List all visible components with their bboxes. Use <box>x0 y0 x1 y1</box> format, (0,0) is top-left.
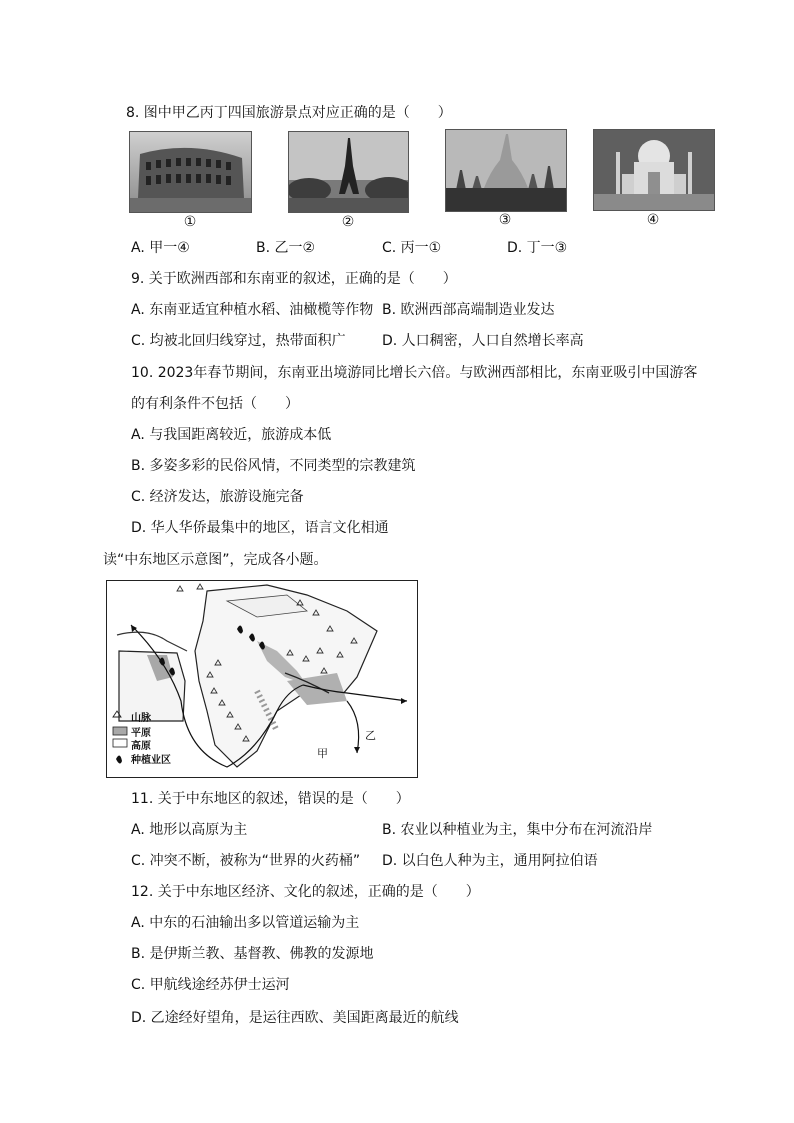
photo-golden-pagoda <box>445 129 567 212</box>
q12-option-c[interactable]: C. 甲航线途经苏伊士运河 <box>131 977 290 993</box>
q8-option-a[interactable]: A. 甲一④ <box>131 240 190 256</box>
caption-2: ② <box>341 214 355 230</box>
q10-option-b[interactable]: B. 多姿多彩的民俗风情，不同类型的宗教建筑 <box>131 458 416 474</box>
q11-option-c[interactable]: C. 冲突不断，被称为“世界的火药桶” <box>131 853 361 869</box>
q12-option-a[interactable]: A. 中东的石油输出多以管道运输为主 <box>131 915 360 931</box>
q12-option-d[interactable]: D. 乙途经好望角，是运往西欧、美国距离最近的航线 <box>131 1010 459 1026</box>
q9-option-a[interactable]: A. 东南亚适宜种植水稻、油橄榄等作物 <box>131 302 374 318</box>
caption-1: ① <box>183 214 197 230</box>
q10-option-a[interactable]: A. 与我国距离较近，旅游成本低 <box>131 427 332 443</box>
q8-stem: 8. 图中甲乙丙丁四国旅游景点对应正确的是（ ） <box>126 105 452 121</box>
route-label-jia: 甲 <box>317 747 328 760</box>
map-graphic <box>107 581 417 777</box>
q12-option-b[interactable]: B. 是伊斯兰教、基督教、佛教的发源地 <box>131 946 374 962</box>
q8-option-d[interactable]: D. 丁一③ <box>507 240 568 256</box>
legend-mountain-label: 山脉 <box>131 713 151 724</box>
q9-option-b[interactable]: B. 欧洲西部高端制造业发达 <box>382 302 555 318</box>
caption-3: ③ <box>498 212 512 228</box>
photo-eiffel-tower <box>288 131 409 213</box>
q11-option-b[interactable]: B. 农业以种植业为主，集中分布在河流沿岸 <box>382 822 653 838</box>
q11-option-a[interactable]: A. 地形以高原为主 <box>131 822 248 838</box>
q10-stem-line1: 10. 2023年春节期间，东南亚出境游同比增长六倍。与欧洲西部相比，东南亚吸引中国游客 <box>131 365 698 381</box>
q12-stem: 12. 关于中东地区经济、文化的叙述，正确的是（ ） <box>131 884 480 900</box>
photo-taj-mahal <box>593 129 715 211</box>
q9-option-d[interactable]: D. 人口稠密，人口自然增长率高 <box>382 333 584 349</box>
middle-east-map <box>106 580 418 778</box>
q11-stem: 11. 关于中东地区的叙述，错误的是（ ） <box>131 791 410 807</box>
q8-option-b[interactable]: B. 乙一② <box>256 240 316 256</box>
q11-option-d[interactable]: D. 以白色人种为主，通用阿拉伯语 <box>382 853 598 869</box>
map-intro: 读“中东地区示意图”，完成各小题。 <box>103 552 328 568</box>
route-label-yi: 乙 <box>365 729 376 742</box>
caption-4: ④ <box>646 212 660 228</box>
q10-stem-line2: 的有利条件不包括（ ） <box>131 396 299 412</box>
q10-option-d[interactable]: D. 华人华侨最集中的地区，语言文化相通 <box>131 520 389 536</box>
photo-colosseum <box>129 131 252 213</box>
legend-farming-label: 种植业区 <box>131 755 171 766</box>
q9-option-c[interactable]: C. 均被北回归线穿过，热带面积广 <box>131 333 346 349</box>
q10-option-c[interactable]: C. 经济发达，旅游设施完备 <box>131 489 304 505</box>
q8-option-c[interactable]: C. 丙一① <box>382 240 442 256</box>
legend-plain-label: 平原 <box>131 728 151 739</box>
q9-stem: 9. 关于欧洲西部和东南亚的叙述，正确的是（ ） <box>131 271 457 287</box>
legend-plateau-label: 高原 <box>131 741 151 752</box>
